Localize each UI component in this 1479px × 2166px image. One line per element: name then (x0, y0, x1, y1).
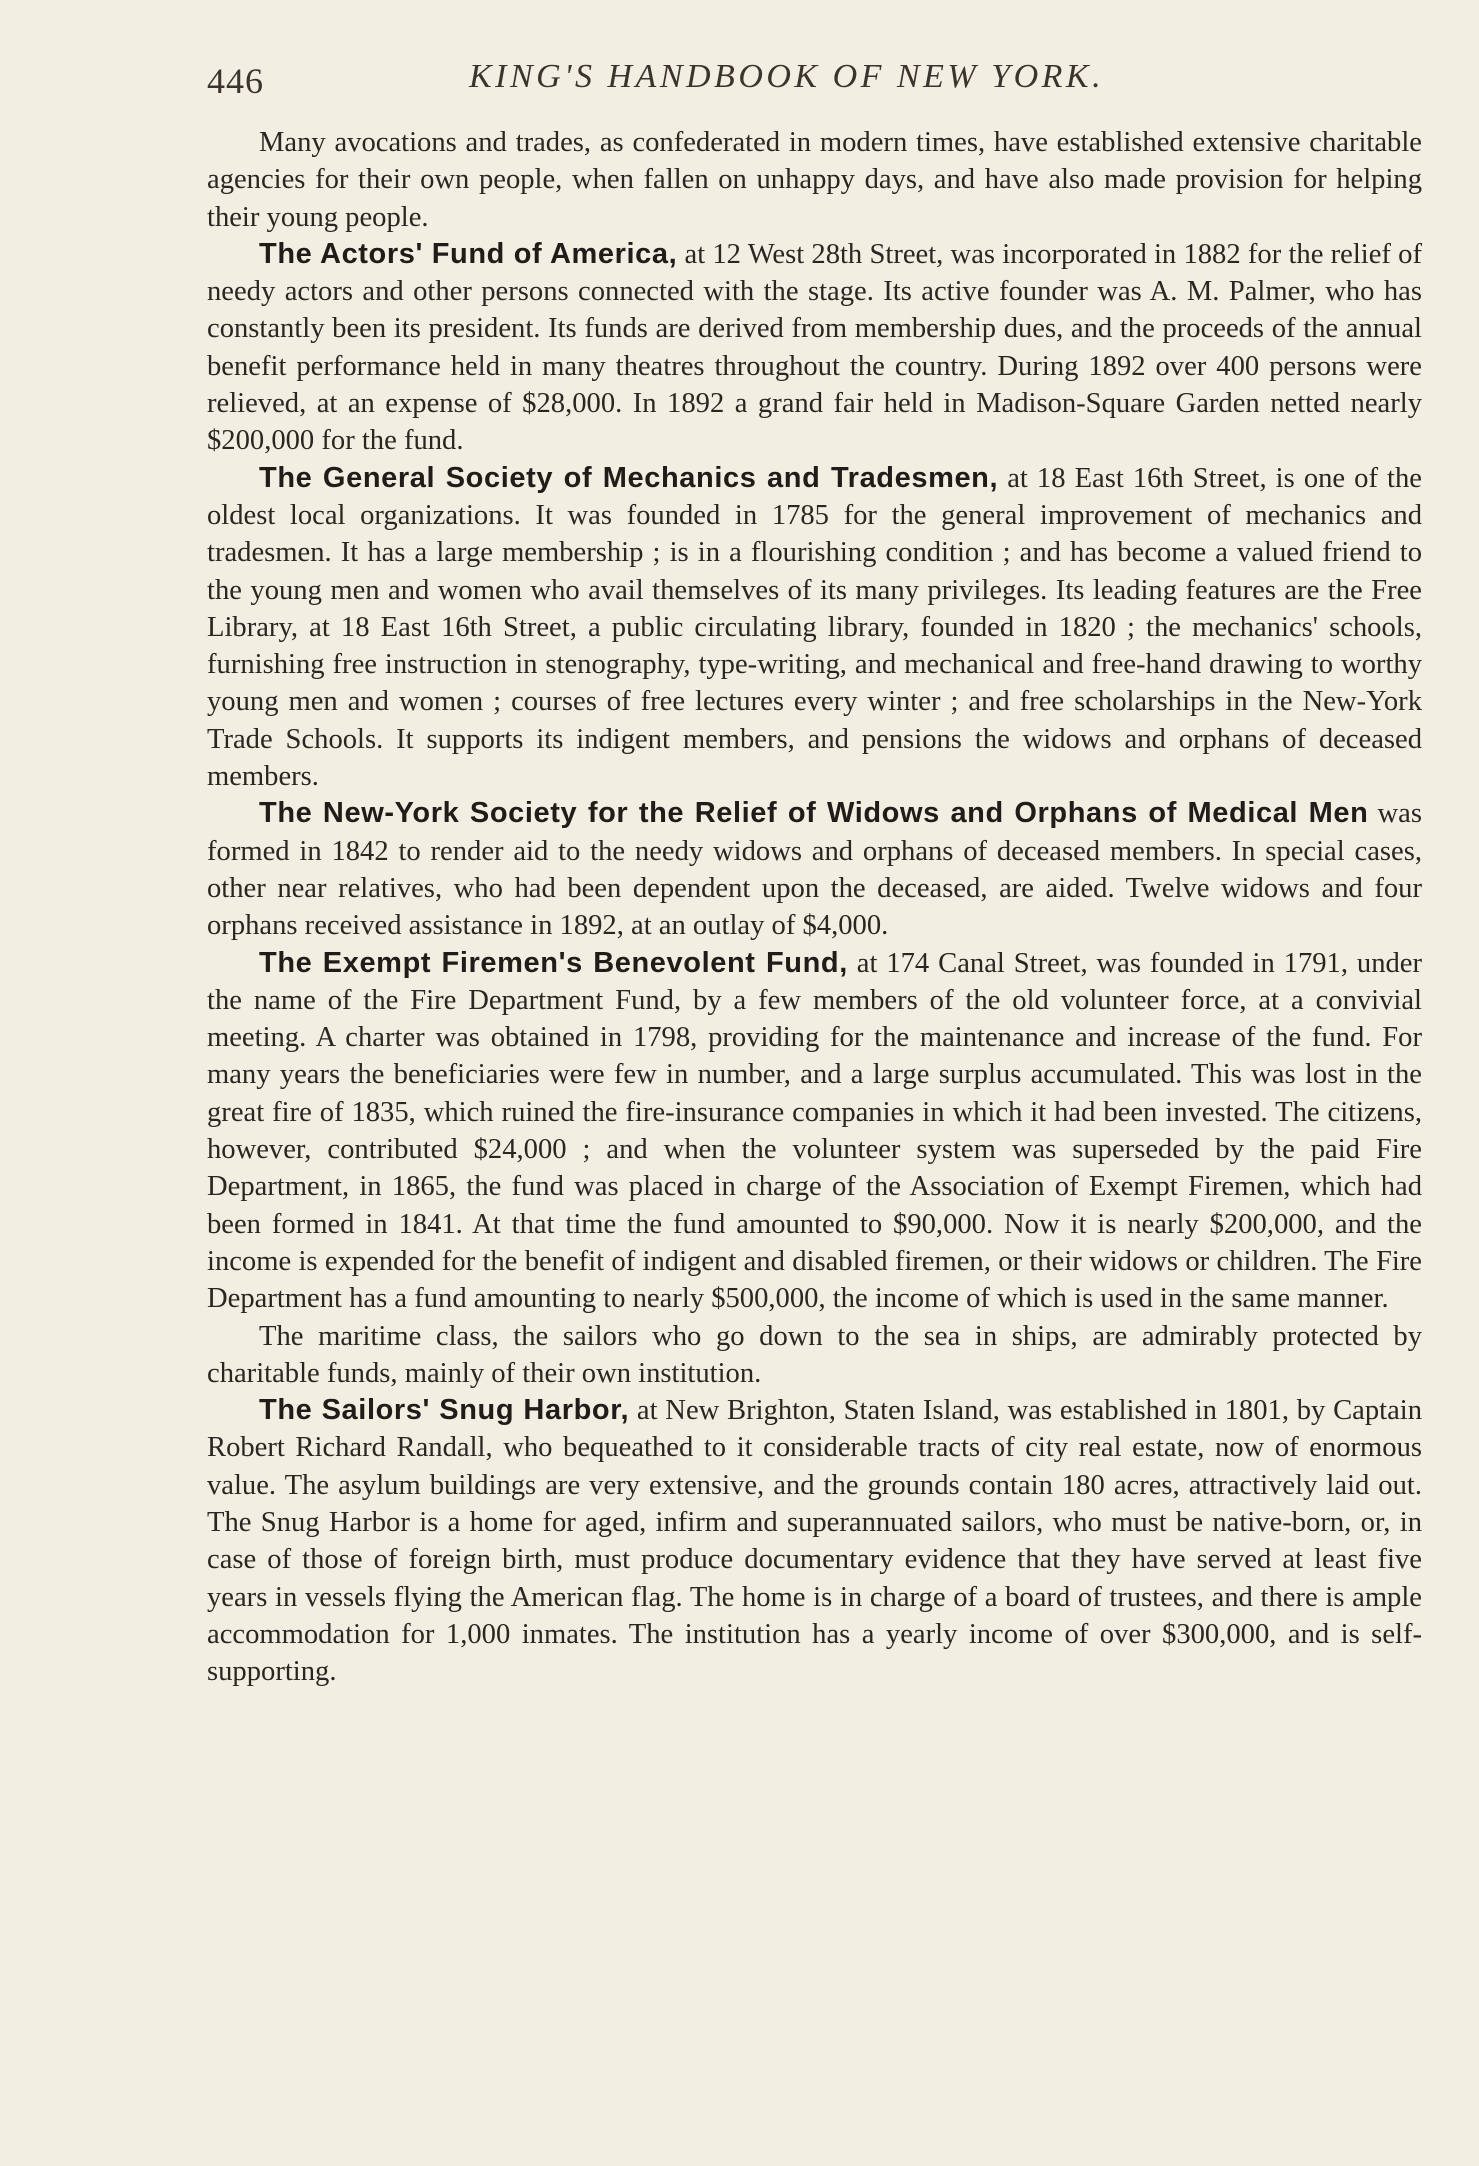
paragraph-text: The maritime class, the sailors who go down to the sea in ships, are admirably protected by charitable funds, mainly of their own institution. (207, 1320, 1422, 1389)
paragraph-mechanics-society (207, 460, 1422, 796)
paragraph-text: was formed in 1842 to render aid to the needy widows and orphans of deceased members. In special cases, other near relatives, who had been dependent upon the deceased, are aided. Twelve widows and four orphans received assistance in 1892, at an outlay of $4,000. (207, 798, 1422, 942)
paragraph-lead: The General Society of Mechanics and Tradesmen, (259, 461, 999, 494)
paragraph-medical-widows-society (207, 795, 1422, 944)
paragraph-lead: The Actors' Fund of America, (259, 237, 678, 270)
paragraph-lead: The Exempt Firemen's Benevolent Fund, (259, 946, 848, 979)
paragraph-text: at 174 Canal Street, was founded in 1791, under the name of the Fire Department Fund, by a few members of the old volunteer force, at a convivial meeting. A charter was obtained in 1798, providing for the maintenance and increase of the fund. For many years the beneficiaries were few in number, and a large surplus accumulated. This was lost in the great fire of 1835, which ruined the fire-insurance companies in which it had been invested. The citizens, however, contributed $24,000 ; and when the volunteer system was superseded by the paid Fire Department, in 1865, the fund was placed in charge of the Association of Exempt Firemen, which had been formed in 1841. At that time the fund amounted to $90,000. Now it is nearly $200,000, and the income is expended for the benefit of indigent and disabled firemen, or their widows or children. The Fire Department has a fund amounting to nearly $500,000, the income of which is used in the same manner. (207, 947, 1423, 1315)
paragraph-text: at 12 West 28th Street, was incorporated in 1882 for the relief of needy actors and other persons connected with the stage. Its active founder was A. M. Palmer, who has constantly been its president. Its funds are derived from membership dues, and the proceeds of the annual benefit performance held in many theatres throughout the country. During 1892 over 400 persons were relieved, at an expense of $28,000. In 1892 a grand fair held in Madison-Square Garden netted nearly $200,000 for the fund. (207, 238, 1422, 457)
running-head (207, 60, 1427, 110)
paragraph-text: at New Brighton, Staten Island, was established in 1801, by Captain Robert Richard Randall, who bequeathed to it considerable tracts of city real estate, now of enormous value. The asylum buildings are very extensive, and the grounds contain 180 acres, attractively laid out. The Snug Harbor is a home for aged, infirm and superannuated sailors, who must be native-born, or, in case of those of foreign birth, must produce documentary evidence that they have served at least five years in vessels flying the American flag. The home is in charge of a board of trustees, and there is ample accommodation for 1,000 inmates. The institution has a yearly income of over $300,000, and is self-supporting. (207, 1395, 1423, 1688)
body-text (207, 124, 1422, 1690)
paragraph-sailors-snug-harbor (207, 1392, 1422, 1690)
paragraph-text: at 18 East 16th Street, is one of the oldest local organizations. It was founded in 1785 for the general improvement of mechanics and tradesmen. It has a large membership ; is in a flourishing condition ; and has become a valued friend to the young men and women who avail themselves of its many privileges. Its leading features are the Free Library, at 18 East 16th Street, a public circulating library, founded in 1820 ; the mechanics' schools, furnishing free instruction in stenography, type-writing, and mechanical and free-hand drawing to worthy young men and women ; courses of free lectures every winter ; and free scholarships in the New-York Trade Schools. It supports its indigent members, and pensions the widows and orphans of deceased members. (207, 462, 1422, 793)
paragraph-text: Many avocations and trades, as confederated in modern times, have established extensive charitable agencies for their own people, when fallen on unhappy days, and have also made provision for helping their young people. (207, 127, 1422, 233)
paragraph-maritime-intro (207, 1318, 1422, 1393)
paragraph-lead: The Sailors' Snug Harbor, (259, 1394, 630, 1427)
running-title: KING'S HANDBOOK OF NEW YORK. (469, 58, 1105, 95)
paragraph-actors-fund (207, 236, 1422, 460)
paragraph-intro-avocations (207, 124, 1422, 236)
paragraph-exempt-firemen-fund (207, 945, 1422, 1318)
paragraph-lead: The New-York Society for the Relief of Widows and Orphans of Medical Men (259, 797, 1369, 830)
page-number: 446 (207, 61, 264, 101)
